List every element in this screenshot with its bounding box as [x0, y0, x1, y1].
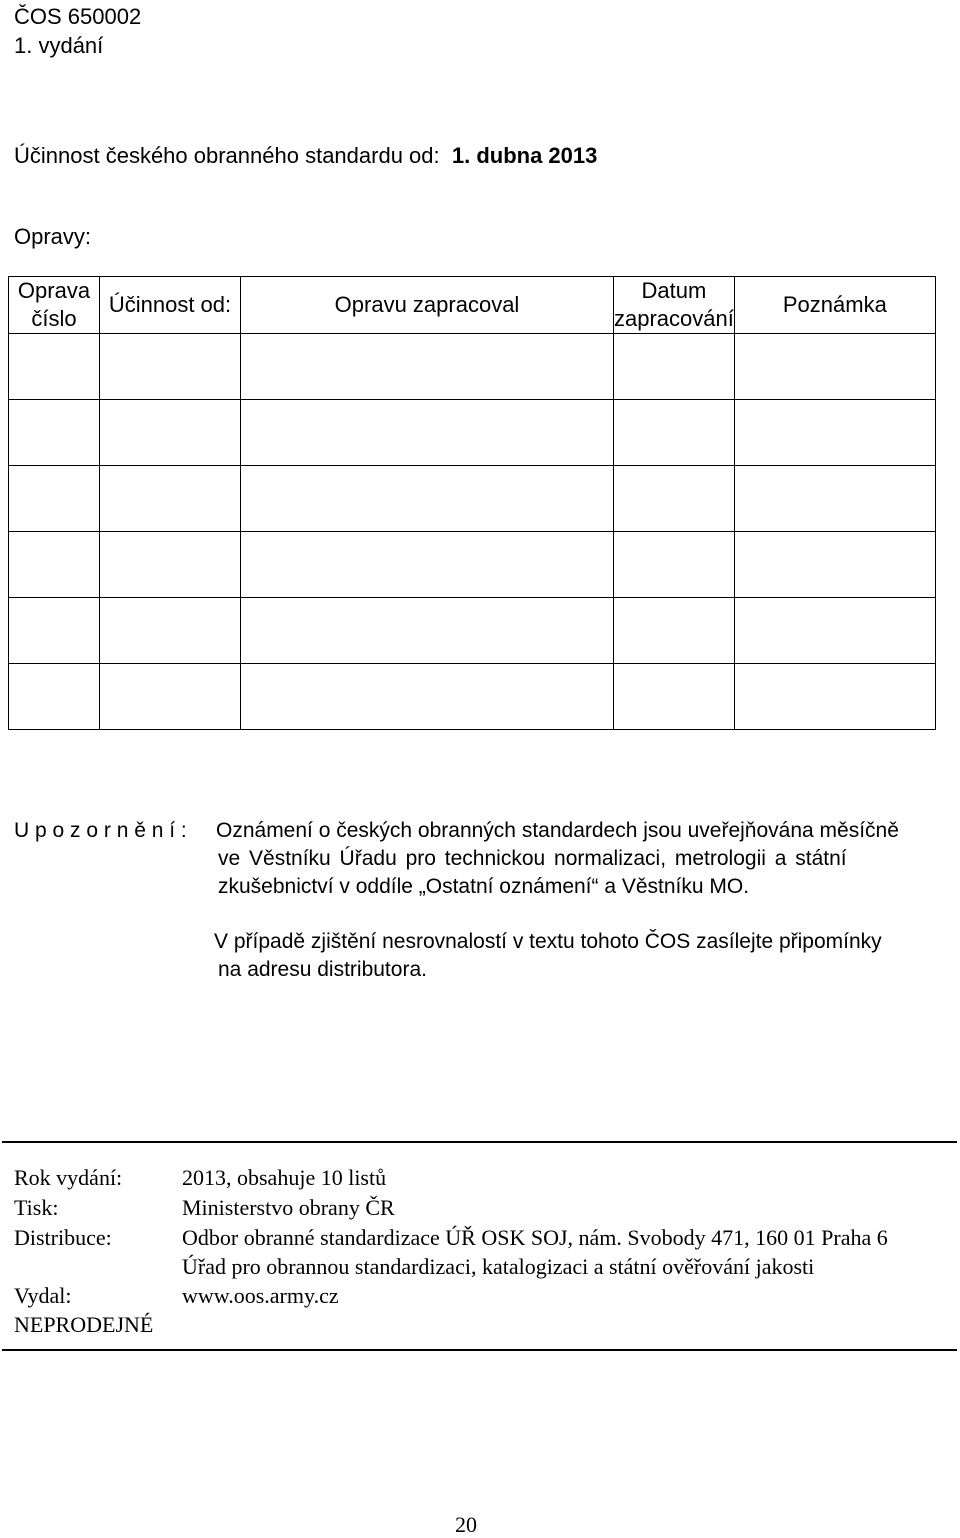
corrections-table: [8, 276, 936, 730]
table-header-row: [9, 277, 936, 334]
notice-line-4: V případě zjištění nesrovnalostí v textu tohoto ČOS zasílejte připomínky: [214, 930, 882, 953]
col-header-correction-number: Oprava číslo: [9, 277, 100, 334]
corrections-title: Opravy:: [14, 224, 92, 249]
effectivity-label: Účinnost českého obranného standardu od:: [14, 143, 440, 168]
effectivity-date: 1. dubna 2013: [451, 143, 598, 168]
website-link[interactable]: www.oos.army.cz: [182, 1283, 339, 1308]
publisher-value: Úřad pro obrannou standardizaci, katalogizaci a státní ověřování jakosti: [182, 1254, 815, 1279]
table-row: [9, 598, 936, 664]
imprint-bottom-rule: [2, 1349, 957, 1351]
table-row: [9, 664, 936, 730]
table-row: [9, 400, 936, 466]
imprint-top-rule: [2, 1141, 957, 1143]
notice-line-3: zkušebnictví v oddíle „Ostatní oznámení“ a Věstníku MO.: [218, 875, 750, 898]
col-header-effective-from: Účinnost od:: [100, 277, 241, 334]
table-row: [9, 334, 936, 400]
year-label: Rok vydání:: [14, 1165, 123, 1190]
distribution-value: Odbor obranné standardizace ÚŘ OSK SOJ, nám. Svobody 471, 160 01 Praha 6: [182, 1225, 888, 1250]
year-value: 2013, obsahuje 10 listů: [182, 1165, 387, 1190]
notice-label: U p o z o r n ě n í :: [14, 819, 187, 842]
notice-line-5: na adresu distributora.: [218, 958, 427, 981]
notice-line-1: Oznámení o českých obranných standardech jsou uveřejňována měsíčně: [216, 819, 899, 842]
publisher-label: Vydal:: [14, 1283, 72, 1308]
table-row: [9, 532, 936, 598]
col-header-incorporated-by: Opravu zapracoval: [241, 277, 614, 334]
print-value: Ministerstvo obrany ČR: [182, 1195, 395, 1220]
distribution-label: Distribuce:: [14, 1225, 112, 1250]
notice-line-2: ve Věstníku Úřadu pro technickou normalizaci, metrologii a státní: [218, 847, 847, 870]
table-row: [9, 466, 936, 532]
col-header-incorporation-date: Datum zapracování: [614, 277, 735, 334]
standard-id: ČOS 650002: [14, 4, 142, 29]
page-number: 20: [455, 1512, 477, 1537]
edition: 1. vydání: [14, 33, 104, 58]
not-for-sale: NEPRODEJNÉ: [14, 1312, 154, 1337]
effectivity-line: [14, 143, 597, 169]
print-label: Tisk:: [14, 1195, 59, 1220]
col-header-note: Poznámka: [734, 277, 935, 334]
